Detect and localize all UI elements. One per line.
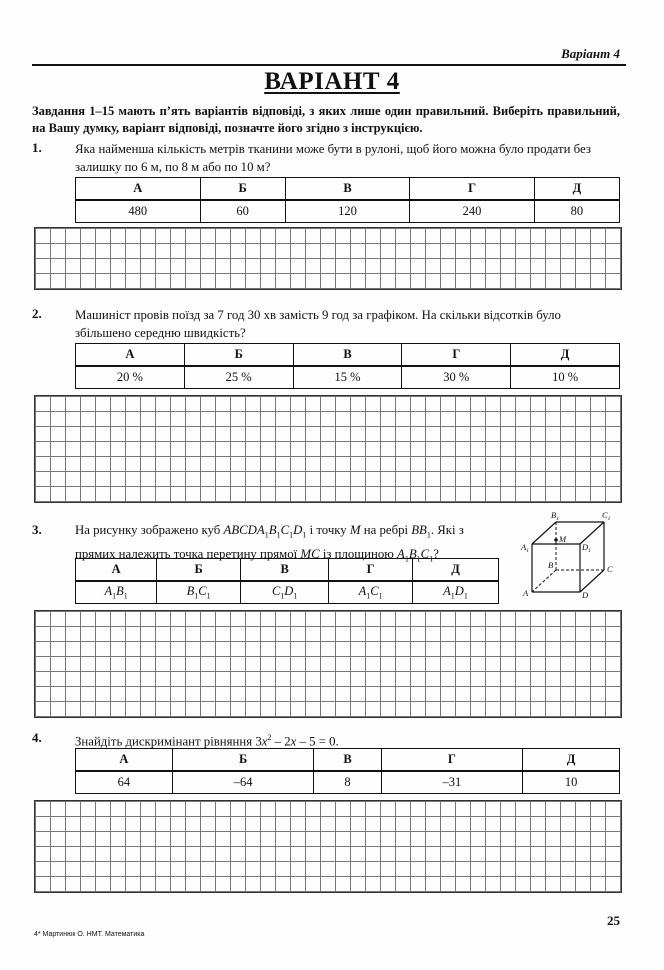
- vertex-c-label: C: [607, 564, 613, 574]
- task-4-scratch-grid[interactable]: [34, 800, 622, 893]
- task-3-opt-b-sub: 1: [194, 591, 199, 601]
- task-3-opt-d-letter2: D: [454, 584, 464, 599]
- task-4-text-part: Знайдіть дискримінант рівняння 3: [75, 734, 262, 749]
- task-3-text-part: A: [396, 546, 405, 561]
- task-3-text-sub: 1: [416, 554, 421, 564]
- task-3-answer-table: [75, 558, 499, 604]
- task-3-scratch-grid[interactable]: [34, 610, 622, 718]
- task-3-text-part: M: [349, 523, 361, 537]
- task-3-number: 3.: [32, 522, 42, 537]
- task-4-option-value-g[interactable]: –31: [381, 771, 523, 794]
- task-3-text-part: B: [408, 546, 417, 561]
- task-3-text-sub: 1: [302, 530, 307, 540]
- task-4-option-value-b[interactable]: –64: [172, 771, 314, 794]
- vertex-c1-label: $C_1$: [602, 510, 611, 522]
- header-rule: [32, 64, 626, 66]
- task-2-option-value-a[interactable]: 20 %: [76, 366, 185, 389]
- vertex-d-label: D: [582, 590, 589, 600]
- task-3-text-part: . Які з прямих належить точка перетину прямої: [75, 523, 464, 561]
- task-1-question: Яка найменша кількість метрів тканини може бути в рулоні, щоб його можна було продати без залишку по 6 м, по 8 м або по 10 м?: [75, 142, 591, 174]
- task-1-option-value-v[interactable]: 120: [285, 200, 410, 223]
- task-3-text-part: C: [420, 546, 430, 561]
- task-2-answer-table: [75, 343, 620, 389]
- footer-credit: 4* Мартинюк О. НМТ. Математика: [34, 931, 145, 938]
- task-3-option-label-a: А: [76, 559, 157, 582]
- task-4-answer-table: [75, 748, 620, 794]
- task-2-option-value-d[interactable]: 10 %: [511, 366, 620, 389]
- task-1-number: 1.: [32, 140, 42, 155]
- task-3-text-part: ?: [433, 546, 439, 561]
- page-title: [0, 68, 664, 96]
- task-2-option-label-b: Б: [184, 344, 293, 367]
- task-2-option-value-b[interactable]: 25 %: [184, 366, 293, 389]
- task-4-text-part: – 5 = 0.: [296, 734, 339, 749]
- task-4-option-label-v: В: [314, 749, 381, 772]
- task-2-option-label-v: В: [293, 344, 402, 367]
- task-2-option-label-g: Г: [402, 344, 511, 367]
- task-3-text-sub: 1: [276, 530, 281, 540]
- task-3-opt-d-sub2: 1: [463, 591, 468, 601]
- task-3-opt-v-sub2: 1: [293, 591, 298, 601]
- task-3-opt-a-sub2: 1: [123, 591, 128, 601]
- task-3-option-value-a[interactable]: [76, 581, 157, 604]
- task-1-option-value-g[interactable]: 240: [410, 200, 535, 223]
- task-2-number: 2.: [32, 306, 42, 321]
- task-4-option-value-a[interactable]: 64: [76, 771, 173, 794]
- task-3-opt-b-letter: B: [186, 584, 195, 599]
- task-3-text-part: D: [293, 523, 303, 537]
- task-3-opt-b-sub2: 1: [206, 591, 211, 601]
- cube-diagram: [518, 508, 628, 600]
- task-4-text-sup: 2: [267, 733, 272, 742]
- task-4-option-value-v[interactable]: 8: [314, 771, 381, 794]
- task-3-text-part: ABCDA: [223, 523, 265, 537]
- task-2-question: Машиніст провів поїзд за 7 год 30 хв замість 9 год за графіком. На скільки відсотків було збільшено середню швидкість?: [75, 308, 561, 340]
- running-header-variant: Варіант 4: [561, 46, 620, 61]
- task-3-option-label-v: В: [240, 559, 328, 582]
- task-2-option-value-g[interactable]: 30 %: [402, 366, 511, 389]
- task-3-text-sub: 1: [289, 530, 294, 540]
- task-1-option-label-b: Б: [200, 178, 285, 201]
- task-4-text-part: – 2: [271, 734, 291, 749]
- task-1-option-value-d[interactable]: 80: [534, 200, 619, 223]
- task-3-opt-a-sub: 1: [112, 591, 117, 601]
- task-3-opt-g-letter2: C: [370, 584, 379, 599]
- task-4-option-label-a: А: [76, 749, 173, 772]
- task-1-option-label-g: Г: [410, 178, 535, 201]
- task-2-option-value-v[interactable]: 15 %: [293, 366, 402, 389]
- task-3-text-part: і точку: [306, 523, 350, 537]
- task-3-opt-a-letter: A: [104, 584, 113, 599]
- task-1-option-value-a[interactable]: 480: [76, 200, 201, 223]
- task-1-option-label-d: Д: [534, 178, 619, 201]
- task-3-opt-a-letter2: B: [116, 584, 124, 599]
- task-3-text-sub: 1: [264, 530, 269, 540]
- task-4-text-part: x: [290, 734, 297, 749]
- task-3-opt-g-sub: 1: [366, 591, 371, 601]
- task-3-option-value-b[interactable]: [157, 581, 241, 604]
- vertex-b-label: B: [548, 560, 554, 570]
- task-1-scratch-grid[interactable]: [34, 227, 622, 290]
- task-3-text-part: із площиною: [319, 546, 397, 561]
- task-1-option-label-v: В: [285, 178, 410, 201]
- task-3-option-label-b: Б: [157, 559, 241, 582]
- task-3-opt-v-sub: 1: [280, 591, 285, 601]
- task-4-text-part: x: [261, 734, 268, 749]
- vertex-a1-label: $A_1$: [521, 542, 529, 554]
- task-3-opt-v-letter: C: [271, 584, 281, 599]
- task-3-opt-g-letter: A: [358, 584, 367, 599]
- task-3-text-part: BB: [411, 523, 427, 537]
- task-3-option-value-g[interactable]: [329, 581, 413, 604]
- page-title-text: ВАРІАНТ 4: [264, 68, 400, 95]
- task-3-option-value-d[interactable]: [412, 581, 498, 604]
- task-1-option-value-b[interactable]: 60: [200, 200, 285, 223]
- task-3-text-sub: 1: [429, 554, 434, 564]
- task-4-option-label-g: Г: [381, 749, 523, 772]
- task-4-option-label-b: Б: [172, 749, 314, 772]
- task-3-text-part: C: [280, 523, 290, 537]
- task-2-scratch-grid[interactable]: [34, 395, 622, 503]
- point-m-label: M: [559, 534, 567, 544]
- instructions-text: Завдання 1–15 мають п’ять варіантів відповіді, з яких лише один правильний. Виберіть правильний, на Вашу думку, варіант відповіді, позначте його згідно з інструкцією.: [32, 104, 620, 135]
- task-4-number: 4.: [32, 730, 42, 745]
- task-3-option-label-d: Д: [412, 559, 498, 582]
- task-3-opt-d-sub: 1: [450, 591, 455, 601]
- page-number: 25: [607, 913, 620, 928]
- task-3-text-sub: 1: [426, 530, 431, 540]
- task-1-answer-table: [75, 177, 620, 223]
- task-3-text-part: B: [268, 523, 277, 537]
- task-3-opt-g-sub2: 1: [378, 591, 383, 601]
- vertex-a-label: A: [523, 588, 529, 598]
- task-3-opt-d-letter: A: [443, 584, 451, 599]
- vertex-d1-label: $D_1$: [582, 542, 591, 554]
- task-4-option-label-d: Д: [523, 749, 620, 772]
- task-1-option-label-a: А: [76, 178, 201, 201]
- task-3-opt-v-letter2: D: [284, 584, 294, 599]
- task-3-text-part: на ребрі: [360, 523, 412, 537]
- task-3-option-value-v[interactable]: [240, 581, 328, 604]
- task-3-text-part: MC: [300, 546, 320, 561]
- task-3-text-sub: 1: [404, 554, 409, 564]
- task-3-opt-b-letter2: C: [198, 584, 207, 599]
- task-4-option-value-d[interactable]: 10: [523, 771, 620, 794]
- task-3-text-part: На рисунку зображено куб: [75, 523, 224, 537]
- task-2-option-label-a: А: [76, 344, 185, 367]
- task-2-option-label-d: Д: [511, 344, 620, 367]
- task-3-option-label-g: Г: [329, 559, 413, 582]
- point-m-marker: [554, 538, 558, 542]
- vertex-b1-label: $B_1$: [551, 510, 559, 522]
